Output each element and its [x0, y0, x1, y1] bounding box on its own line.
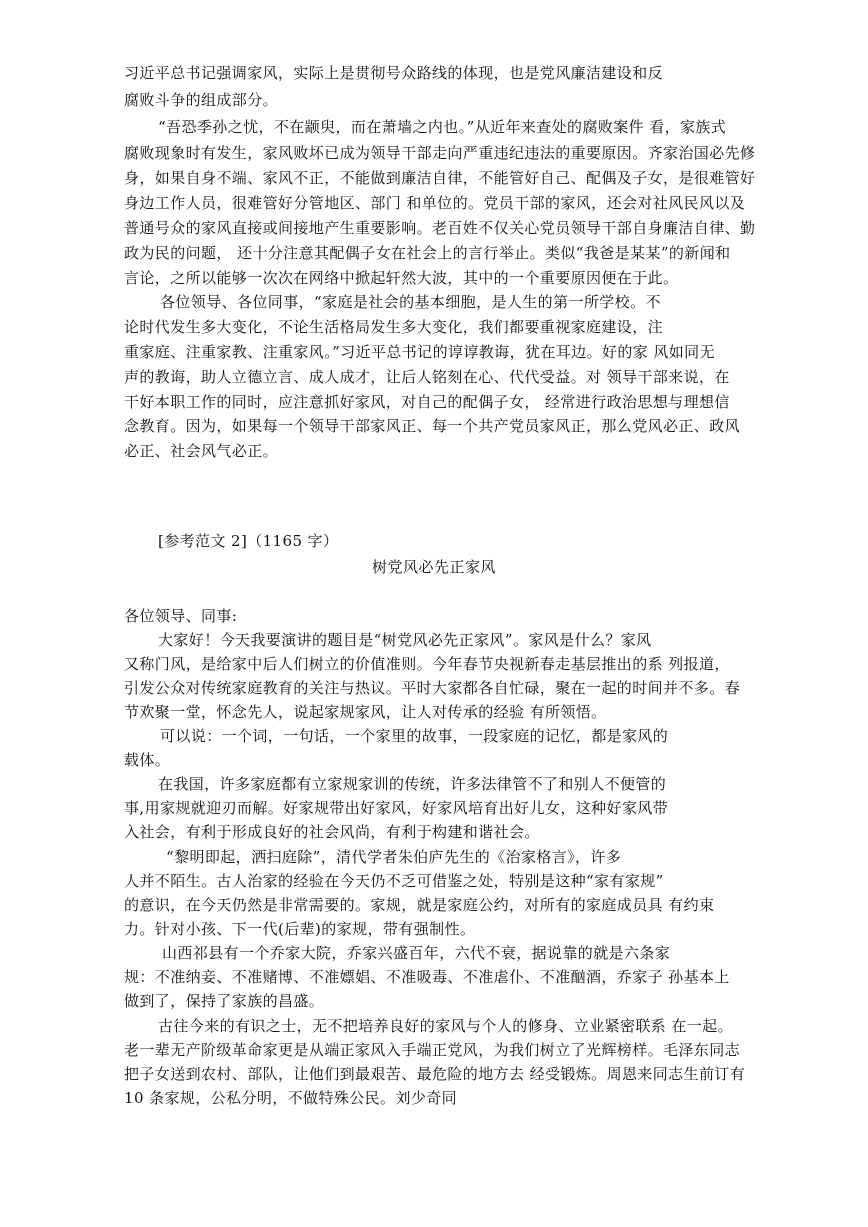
- paragraph-line: 念教育。因为，如果每一个领导干部家风正、每一个共产党员家风正，那么党风必正、政风: [124, 417, 741, 435]
- paragraph-line: 10 条家规，公私分明，不做特殊公民。刘少奇同: [124, 1089, 458, 1107]
- paragraph-line: 各位领导、各位同事，“家庭是社会的基本细胞，是人生的第一所学校。不: [160, 293, 661, 311]
- paragraph-line: 人并不陌生。古人治家的经验在今天仍不乏可借鉴之处，特别是这种“家有家规”: [124, 872, 664, 890]
- paragraph-line: 普通号众的家风直接或间接地产生重要影响。老百姓不仅关心党员领导干部自身廉洁自律、勤: [124, 219, 756, 237]
- paragraph-line: 古往今来的有识之士，无不把培养良好的家风与个人的修身、立业紧密联系 在一起。: [158, 1017, 733, 1035]
- paragraph-line: 山西祁县有一个乔家大院，乔家兴盛百年，六代不衰，据说靠的就是六条家: [162, 944, 671, 962]
- paragraph-line: 节欢聚一堂，怀念先人，说起家规家风，让人对传承的经验 有所领悟。: [124, 703, 607, 721]
- paragraph-line: 声的教诲，助人立德立言、成人成才，让后人铭刻在心、代代受益。对 领导干部来说，在: [124, 368, 730, 386]
- paragraph-line: 腐败斗争的组成部分。: [124, 91, 279, 109]
- paragraph-line: 政为民的问题， 还十分注意其配偶子女在社会上的言行举止。类似“我爸是某某”的新闻和: [124, 244, 731, 262]
- paragraph-line: 干好本职工作的同时，应注意抓好家风，对自己的配偶子女， 经常进行政治思想与理想信: [124, 393, 730, 411]
- paragraph-line: 载体。: [124, 751, 171, 769]
- paragraph-line: 入社会，有利于形成良好的社会风尚，有利于构建和谐社会。: [124, 823, 540, 841]
- paragraph-line: “黎明即起，洒扫庭除”，清代学者朱伯庐先生的《治家格言》，许多: [166, 848, 622, 866]
- paragraph-line: 做到了，保持了家族的昌盛。: [124, 992, 325, 1010]
- paragraph-line: 的意识，在今天仍然是非常需要的。家规，就是家庭公约，对所有的家庭成员具 有约束: [124, 896, 715, 914]
- paragraph-line: 腐败现象时有发生，家风败坏已成为领导干部走向严重违纪违法的重要原因。齐家治国必先修: [124, 144, 756, 162]
- paragraph-line: 重家庭、注重家教、注重家风。”习近平总书记的谆谆教诲，犹在耳边。好的家 风如同无: [124, 343, 715, 361]
- reference-label: [参考范文 2]（1165 字）: [158, 532, 339, 550]
- paragraph-line: 事,用家规就迎刃而解。好家规带出好家风，好家风培育出好儿女，这种好家风带: [124, 799, 669, 817]
- paragraph-line: 力。针对小孩、下一代(后辈)的家规，带有强制性。: [124, 920, 476, 938]
- paragraph-line: 规：不准纳妾、不准赌博、不准嫖娼、不准吸毒、不准虐仆、不准酗酒，乔家子 孙基本上: [124, 968, 730, 986]
- paragraph-line: 身，如果自身不端、家风不正，不能做到廉洁自律，不能管好自己、配偶及子女，是很难管好: [124, 169, 756, 187]
- paragraph-line: 身边工作人员，很难管好分管地区、部门 和单位的。党员干部的家风，还会对社风民风以及: [124, 194, 746, 212]
- paragraph-line: 引发公众对传统家庭教育的关注与热议。平时大家都各自忙碌，聚在一起的时间并不多。春: [124, 679, 741, 697]
- paragraph-line: 在我国，许多家庭都有立家规家训的传统，许多法律管不了和别人不便管的: [158, 775, 667, 793]
- paragraph-line: 必正、社会风气必正。: [124, 442, 279, 460]
- paragraph-line: 可以说：一个词，一句话，一个家里的故事，一段家庭的记忆，都是家风的: [160, 727, 669, 745]
- paragraph-line: 论时代发生多大变化，不论生活格局发生多大变化，我们都要重视家庭建设，注: [124, 318, 664, 336]
- paragraph-line: 把子女送到农村、部队，让他们到最艰苦、最危险的地方去 经受锻炼。周恩来同志生前订有: [124, 1065, 746, 1083]
- paragraph-line: 大家好！今天我要演讲的题目是“树党风必先正家风”。家风是什么？家风: [158, 631, 652, 649]
- speech-title: 树党风必先正家风: [371, 558, 496, 576]
- paragraph-line: “吾恐季孙之忧，不在颛臾，而在萧墙之内也。”从近年来查处的腐败案件 看，家族式: [158, 118, 727, 136]
- paragraph-line: 又称门风，是给家中后人们树立的价值准则。今年春节央视新春走基层推出的系 列报道，: [124, 655, 730, 673]
- salutation: 各位领导、同事:: [124, 607, 238, 625]
- paragraph-line: 习近平总书记强调家风，实际上是贯彻号众路线的体现，也是党风廉洁建设和反: [124, 64, 664, 82]
- paragraph-line: 老一辈无产阶级革命家更是从端正家风入手端正党风，为我们树立了光辉榜样。毛泽东同志: [124, 1041, 741, 1059]
- paragraph-line: 言论，之所以能够一次次在网络中掀起轩然大波，其中的一个重要原因便在于此。: [124, 269, 679, 287]
